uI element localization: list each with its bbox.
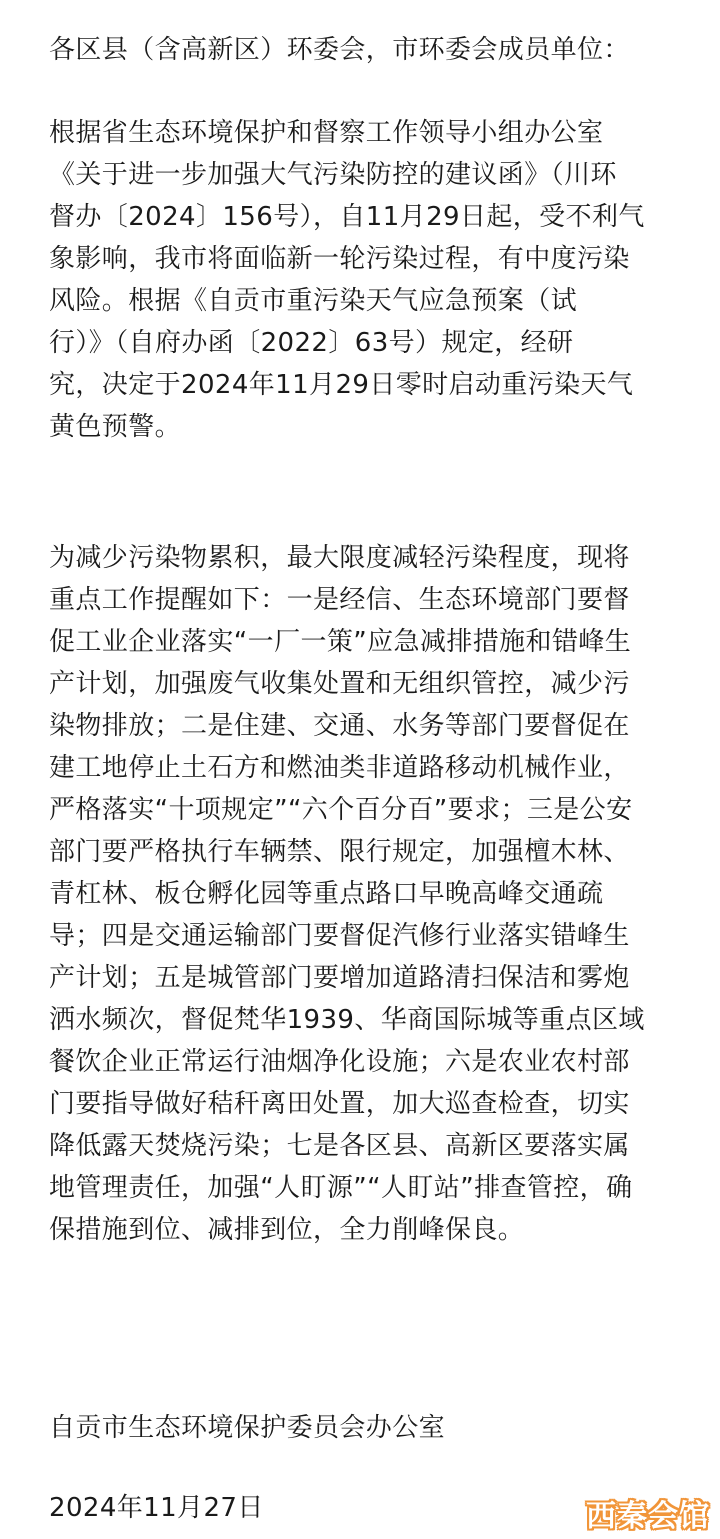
paragraph-line: 洒水频次，督促梵华1939、华商国际城等重点区域 (49, 1005, 645, 1035)
paragraph-line: 重点工作提醒如下：一是经信、生态环境部门要督 (49, 585, 630, 615)
paragraph-line: 建工地停止土石方和燃油类非道路移动机械作业， (49, 753, 630, 783)
paragraph-line: 染物排放；二是住建、交通、水务等部门要督促在 (49, 711, 630, 741)
issuer-signature: 自贡市生态环境保护委员会办公室 (49, 1413, 446, 1443)
paragraph-line: 青杠林、板仓孵化园等重点路口早晚高峰交通疏 (49, 879, 604, 909)
paragraph-line: 行）》（自府办函〔2022〕63号）规定，经研 (49, 328, 574, 358)
paragraph-line: 根据省生态环境保护和督察工作领导小组办公室 (49, 118, 604, 148)
paragraph-line: 部门要严格执行车辆禁、限行规定，加强檀木林、 (49, 837, 630, 867)
paragraph-line: 降低露天焚烧污染；七是各区县、高新区要落实属 (49, 1131, 630, 1161)
paragraph-line: 风险。根据《自贡市重污染天气应急预案（试 (49, 286, 578, 316)
paragraph-line: 保措施到位、减排到位，全力削峰保良。 (49, 1215, 525, 1245)
paragraph-line: 督办〔2024〕156号），自11月29日起，受不利气 (49, 202, 645, 232)
paragraph-line: 地管理责任，加强“人盯源”“人盯站”排查管控，确 (49, 1173, 633, 1203)
paragraph-line: 餐饮企业正常运行油烟净化设施；六是农业农村部 (49, 1047, 630, 1077)
paragraph-line: 黄色预警。 (49, 412, 182, 442)
paragraph-warning-decision (49, 112, 645, 448)
paragraph-line: 导；四是交通运输部门要督促汽修行业落实错峰生 (49, 921, 630, 951)
paragraph-line: 为减少污染物累积，最大限度减轻污染程度，现将 (49, 543, 630, 573)
paragraph-key-tasks (49, 537, 645, 1251)
paragraph-line: 严格落实“十项规定”“六个百分百”要求；三是公安 (49, 795, 633, 825)
watermark-logo: 西秦会馆 (586, 1499, 710, 1534)
issue-date: 2024年11月27日 (49, 1493, 264, 1523)
paragraph-line: 门要指导做好秸秆离田处置，加大巡查检查，切实 (49, 1089, 630, 1119)
salutation: 各区县（含高新区）环委会，市环委会成员单位： (49, 35, 630, 65)
paragraph-line: 究，决定于2024年11月29日零时启动重污染天气 (49, 370, 634, 400)
paragraph-line: 象影响，我市将面临新一轮污染过程，有中度污染 (49, 244, 630, 274)
paragraph-line: 产计划；五是城管部门要增加道路清扫保洁和雾炮 (49, 963, 630, 993)
paragraph-line: 促工业企业落实“一厂一策”应急减排措施和错峰生 (49, 627, 632, 657)
paragraph-line: 产计划，加强废气收集处置和无组织管控，减少污 (49, 669, 630, 699)
paragraph-line: 《关于进一步加强大气污染防控的建议函》（川环 (49, 160, 617, 190)
